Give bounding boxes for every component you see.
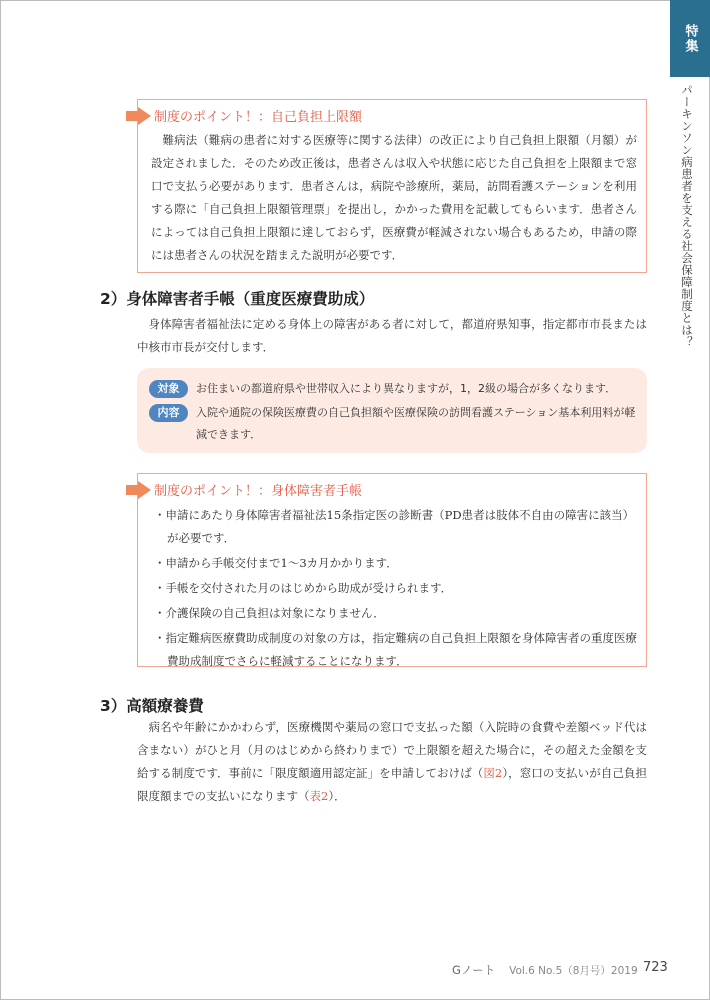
- section-paragraph: [137, 716, 647, 808]
- paragraph-text: 病名や年齢にかかわらず，医療機関や薬局の窓口で支払った額（入院時の食費や差額ベッド代は含まない）がひと月（月のはじめから終わりまで）で上限額を超えた場合に，その超えた金額を支給する制度です．事前に「限度額適用認定証」を申請しておけば（: [137, 720, 647, 780]
- list-item: ・申請から手帳交付まで1〜3カ月かかります．: [154, 556, 398, 570]
- section-heading-high-cost-care: 3）高額療養費: [100, 697, 204, 715]
- figure-ref-link[interactable]: 図2: [483, 766, 503, 780]
- list-item: ・申請にあたり身体障害者福祉法15条指定医の診断書（PD患者は肢体不自由の障害に該当）が必要です．: [154, 508, 635, 545]
- info-row-content: [149, 402, 636, 446]
- point-title: 制度のポイント！：自己負担上限額: [154, 110, 363, 125]
- target-badge: 対象: [149, 380, 188, 398]
- table-ref-link[interactable]: 表2: [309, 789, 329, 803]
- info-row-target: [149, 378, 636, 400]
- section-tab: [670, 0, 710, 77]
- point-bullet-list: [154, 504, 640, 675]
- point-header: [126, 480, 362, 499]
- section-heading-disability-card: 2）身体障害者手帳（重度医療費助成）: [100, 290, 375, 308]
- info-box: [137, 368, 647, 453]
- list-item: ・介護保険の自己負担は対象になりません．: [154, 606, 385, 620]
- list-item: ・手帳を交付された月のはじめから助成が受けられます．: [154, 581, 453, 595]
- list-item: ・指定難病医療費助成制度の対象の方は，指定難病の自己負担上限額を身体障害者の重度医療費助成制度でさらに軽減することになります．: [154, 631, 637, 668]
- pointer-arrow-icon: [126, 481, 152, 499]
- content-badge: 内容: [149, 404, 188, 422]
- footer: [452, 962, 638, 978]
- content-text: 入院や通院の保険医療費の自己負担額や医療保険の訪問看護ステーション基本利用料が軽減できます．: [196, 406, 636, 441]
- page-number: 723: [643, 960, 668, 975]
- point-title: 制度のポイント！：身体障害者手帳: [154, 484, 363, 499]
- paragraph-text: ），窓口の支払いが自己負担限度額までの支払いになります（: [137, 766, 648, 803]
- target-text: お住まいの都道府県や世帯収入により異なりますが，1，2級の場合が多くなります．: [196, 382, 617, 395]
- paragraph-text: ）．: [328, 789, 346, 803]
- issue-info: Vol.6 No.5（8月号）2019: [509, 965, 638, 977]
- point-box-disability-card: [137, 473, 647, 667]
- point-box-copay-limit: [137, 99, 647, 273]
- pointer-arrow-icon: [126, 107, 152, 125]
- section-tab-label: 特集: [682, 23, 698, 54]
- point-header: [126, 106, 362, 125]
- point-body: 難病法（難病の患者に対する医療等に関する法律）の改正により自己負担上限額（月額）が設定されました．そのため改正後は，患者さんは収入や状態に応じた自己負担を上限額まで窓口で支払う必要があります．患者さんは，病院や診療所，薬局，訪問看護ステーションを利用する際に「自己負担上限額管理票」を提出し，かかった費用を記載してもらいます．患者さんによっては自己負担上限額に達しておらず，医療費が軽減されない場合もあるため，申請の際には患者さんの状況を踏まえた説明が必要です．: [151, 133, 637, 262]
- running-title: パーキンソン病患者を支える社会保障制度とは？: [680, 84, 694, 348]
- journal-name: Gノート: [452, 963, 496, 977]
- section-paragraph: 身体障害者福祉法に定める身体上の障害がある者に対して，都道府県知事，指定都市市長または中核市市長が交付します．: [137, 317, 647, 354]
